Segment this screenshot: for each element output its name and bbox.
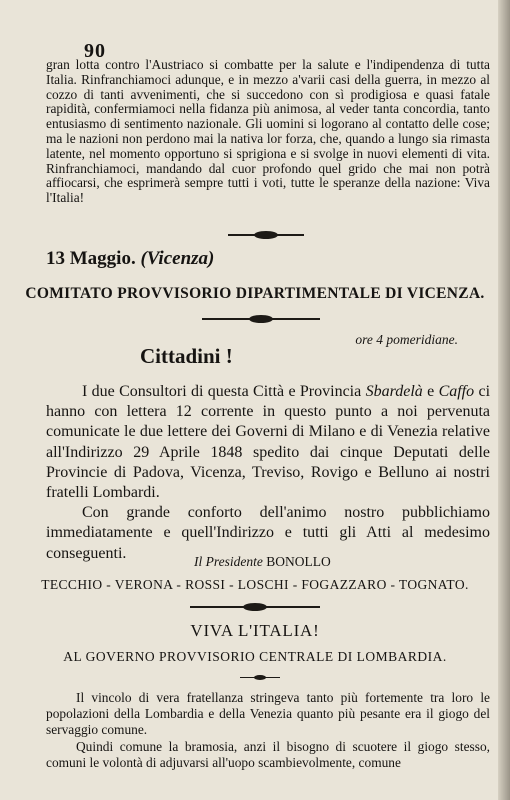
page-edge xyxy=(498,0,510,800)
president-name: BONOLLO xyxy=(266,554,331,569)
date-heading xyxy=(46,248,214,270)
body-text: I due Consultori di questa Città e Provincia xyxy=(82,383,366,400)
intro-text: gran lotta contro l'Austriaco si combatte per la salute e l'indipendenza di tutta Italia. Rinfranchiamoci adunque, e in mezzo a'varii casi della guerra, in mezzo al cozzo di tanti avvenimenti, che si succedono con sì prodigiosa e quasi fatale rapidità, confermiamoci nella fidanza più animosa, al veder tanta concordia, tanto entusiasmo di sentimento nazionale. Gli uomini si logorano al contatto delle cose; ma le nazioni non perdono mai la nativa lor forza, che, quando a lungo sia rimasta latente, nel momento opportuno si sprigiona e si svolge in nuovi elementi di vita. Rinfranchiamoci, mandando dal cuor profondo quel grido che mai non potrà affiocarsi, che esprimerà sempre tutti i voti, tutte le speranze della nazione: Viva l'Italia! xyxy=(46,57,490,206)
consultor-name: Caffo xyxy=(438,383,475,400)
ornamental-divider xyxy=(190,606,320,608)
signatories: TECCHIO - VERONA - ROSSI - LOSCHI - FOGAZZARO - TOGNATO. xyxy=(41,577,469,592)
committee-title: COMITATO PROVVISORIO DIPARTIMENTALE DI VICENZA. xyxy=(25,285,485,302)
proclamation-body xyxy=(46,382,490,564)
consultor-name: Sbardelà xyxy=(365,383,423,400)
ornamental-divider xyxy=(202,318,320,320)
closing-paragraph: Quindi comune la bramosia, anzi il bisogno di scuotere il giogo stesso, comuni le volontà di adjuvarsi all'uopo scambievolmente, comune xyxy=(46,738,490,770)
body-paragraph: Con grande conforto dell'animo nostro pubblichiamo immediatamente e quell'Indirizzo e tutti gli Atti al medesimo conseguenti. xyxy=(46,504,490,562)
viva-heading: VIVA L'ITALIA! xyxy=(190,621,320,640)
date-text: 13 Maggio. xyxy=(46,248,136,269)
president-signature xyxy=(194,554,331,570)
body-text: ci hanno con lettera 12 corrente in questo punto a noi pervenuta comunicate le due lettere dei Governi di Milano e di Venezia relative all'Indirizzo 29 Aprile 1848 spedito dai cinque Deputati delle Provincie di Padova, Vicenza, Treviso, Rovigo e Belluno ai nostri fratelli Lombardi. xyxy=(46,383,491,502)
president-title: Il Presidente xyxy=(194,554,263,569)
governo-heading: AL GOVERNO PROVVISORIO CENTRALE DI LOMBARDIA. xyxy=(63,649,447,664)
body-paragraph xyxy=(46,382,490,503)
ornamental-divider xyxy=(228,234,304,236)
closing-paragraph: Il vincolo di vera fratellanza stringeva tanto più fortemente tra loro le popolazioni della Lombardia e della Venezia quanto più pesante era il giogo del servaggio comune. xyxy=(46,690,490,738)
place-text: (Vicenza) xyxy=(140,248,215,269)
time-note: ore 4 pomeridiane. xyxy=(355,332,458,347)
body-text: e xyxy=(422,383,439,400)
page-number: 90 xyxy=(84,40,106,62)
ornamental-divider xyxy=(240,677,280,678)
intro-paragraph xyxy=(46,58,490,206)
salutation: Cittadini ! xyxy=(140,344,233,368)
closing-text xyxy=(46,690,490,771)
